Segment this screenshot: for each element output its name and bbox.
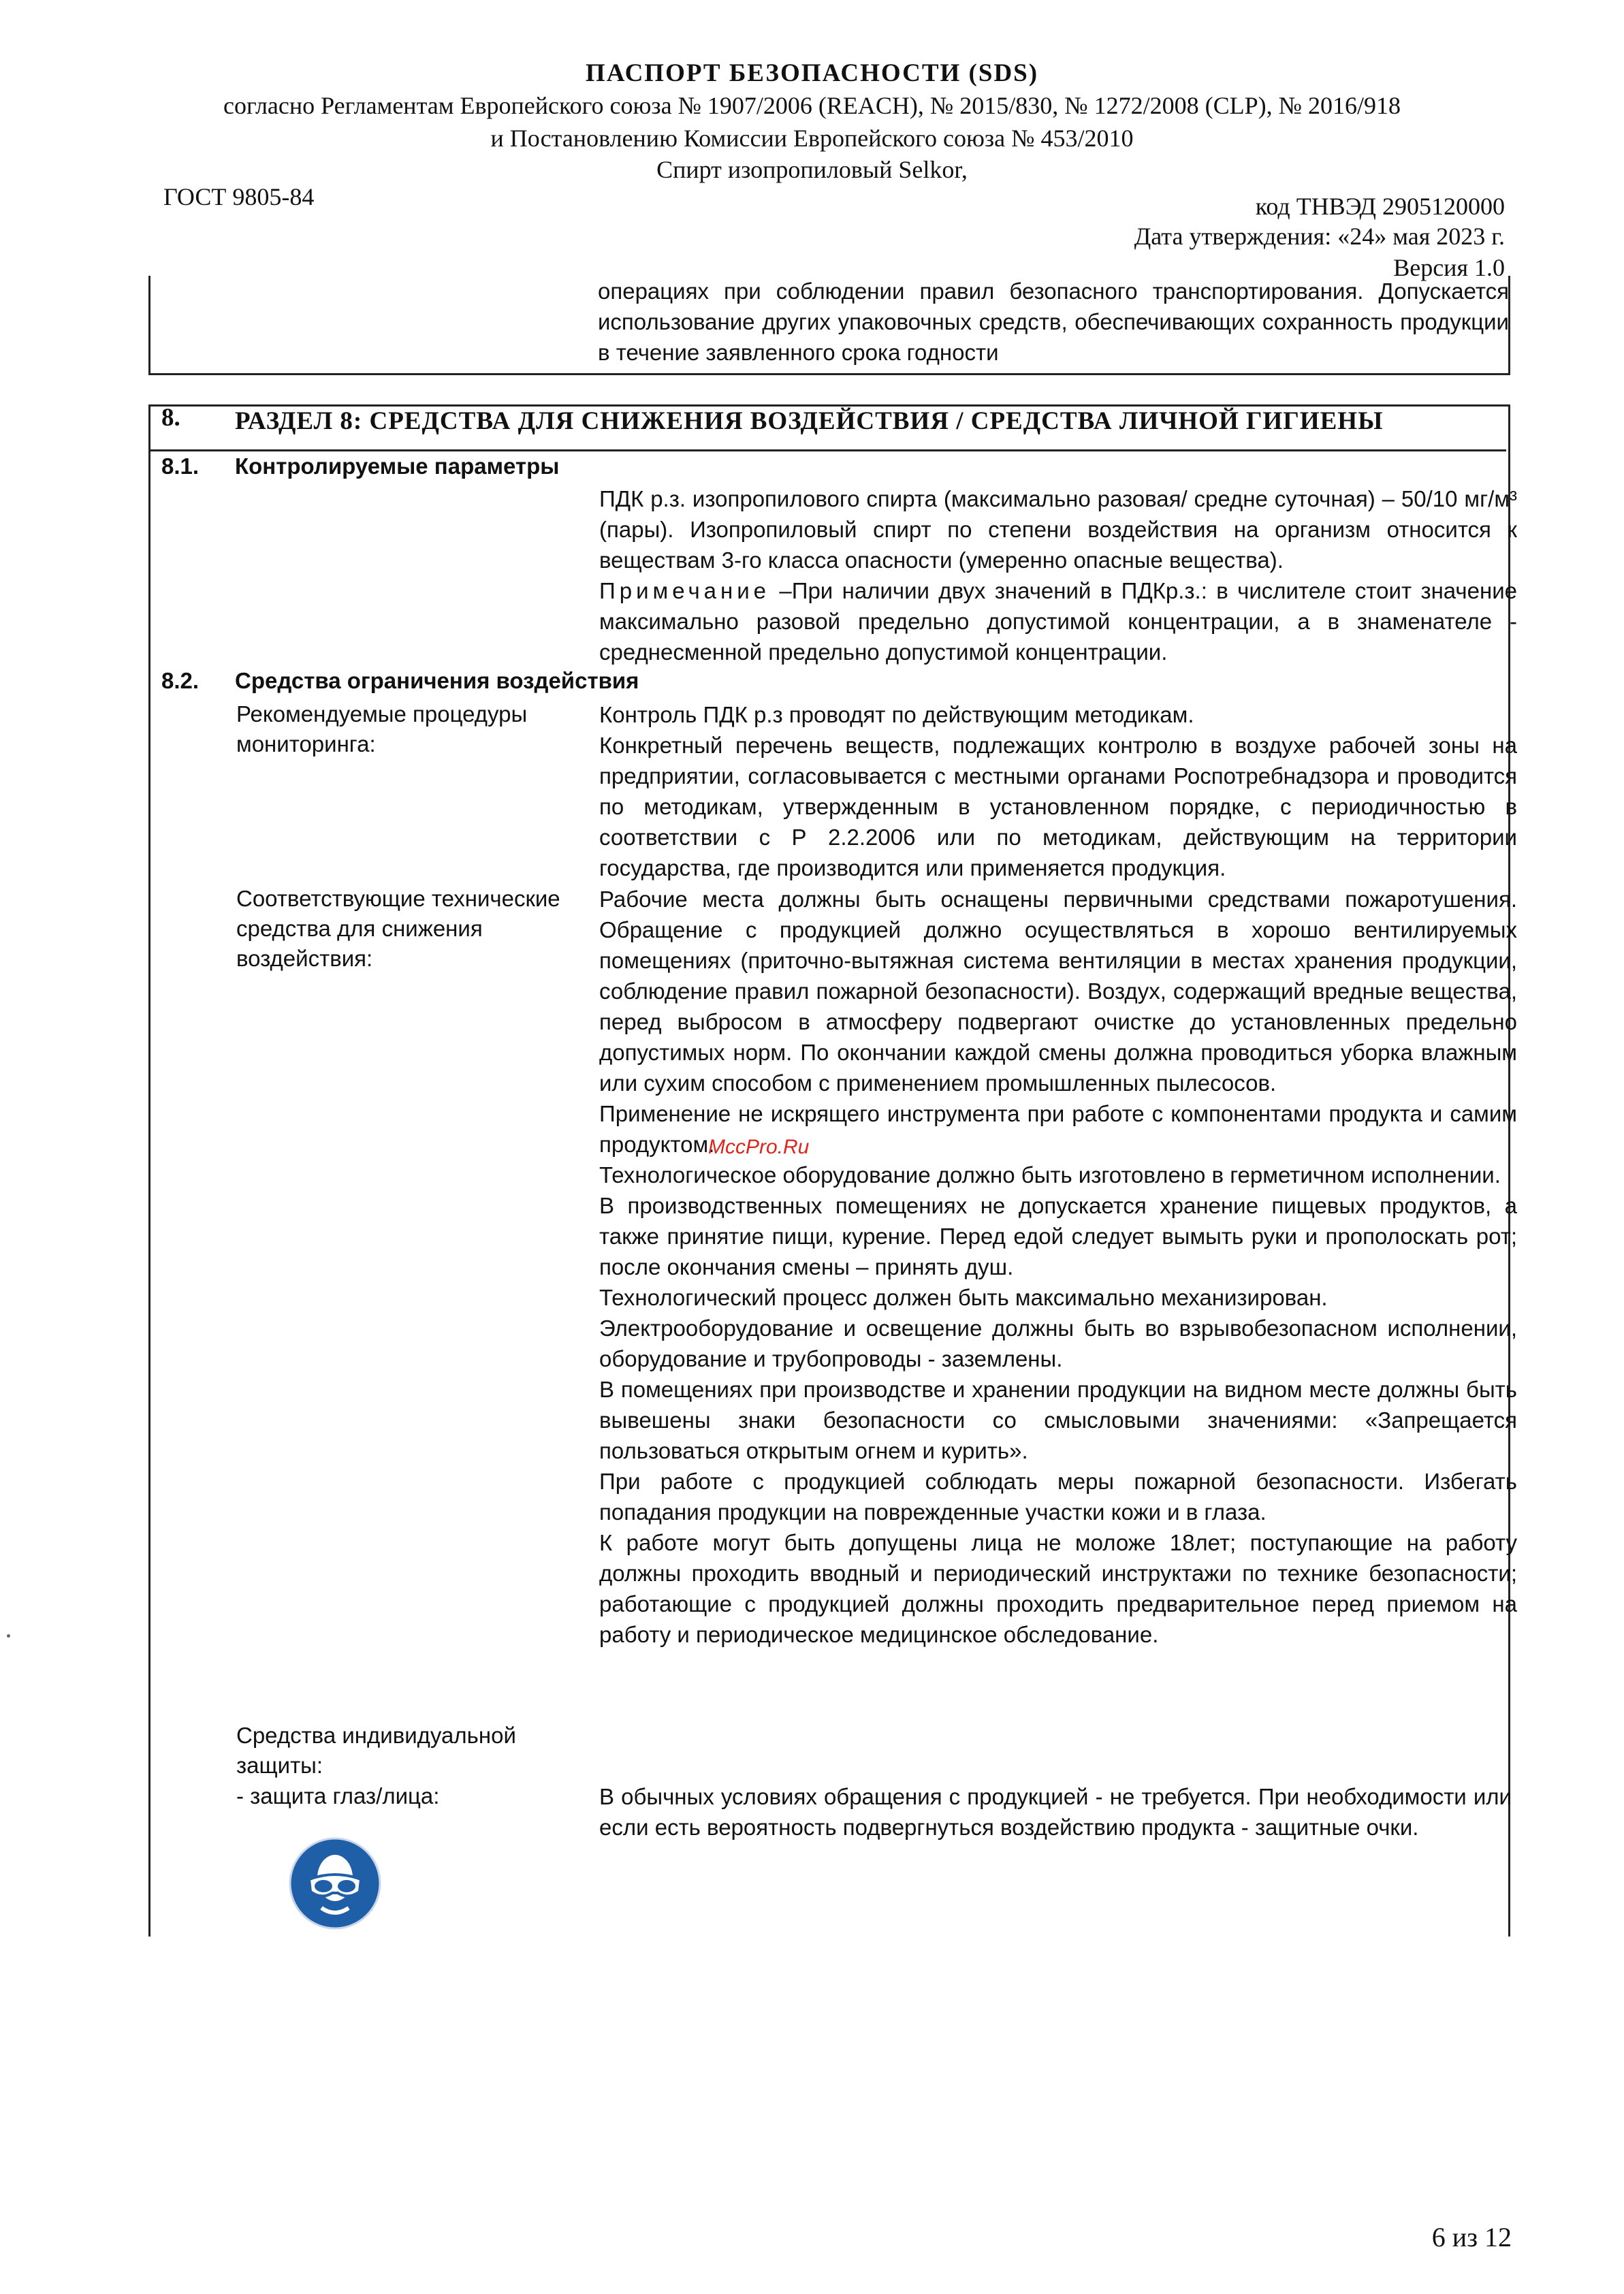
subsection-8-1-title: Контролируемые параметры (235, 453, 560, 479)
ppe-label: Средства индивидуальной защиты: (236, 1723, 516, 1778)
technical-paragraph-3: Технологическое оборудование должно быть изготовлено в герметичном исполнении. (599, 1162, 1501, 1188)
gost-standard: ГОСТ 9805-84 (163, 183, 315, 210)
section-title: РАЗДЕЛ 8: СРЕДСТВА ДЛЯ СНИЖЕНИЯ ВОЗДЕЙСТВИЯ / СРЕДСТВА ЛИЧНОЙ ГИГИЕНЫ (235, 407, 1384, 435)
eye-protection-body (599, 1781, 1512, 1843)
eye-protection-text: В обычных условиях обращения с продукцией - не требуется. При необходимости или если есть вероятность подвергнуться воздействию продукта - защитные очки. (599, 1784, 1512, 1840)
monitoring-body (599, 699, 1517, 883)
tnved-code: код ТНВЭД 2905120000 (1255, 193, 1505, 220)
subsection-8-2-title: Средства ограничения воздействия (235, 668, 639, 693)
note-paragraph (599, 575, 1517, 667)
note-text: –При наличии двух значений в ПДКр.з.: в числителе стоит значение максимально разовой предельно допустимой концентрации, а в знаменателе - среднесменной предельно допустимой концентрации. (599, 578, 1517, 665)
technical-measures-body (599, 884, 1517, 1650)
watermark: MccPro.Ru (708, 1136, 810, 1158)
monitoring-paragraph-1: Контроль ПДК р.з проводят по действующим методикам. (599, 702, 1194, 727)
subsection-8-1-number: 8.1. (161, 453, 200, 479)
product-name: Спирт изопропиловый Selkor, (656, 156, 968, 183)
section-number: 8. (161, 404, 180, 432)
previous-section-text: операциях при соблюдении правил безопасного транспортирования. Допускается использование других упаковочных средств, обеспечивающих сохранность продукции в течение заявленного срока годности (598, 278, 1509, 365)
monitoring-label: Рекомендуемые процедуры мониторинга: (236, 701, 528, 756)
technical-paragraph-7: В помещениях при производстве и хранении продукции на видном месте должны быть вывешены знаки безопасности со смысловыми значениями: «Запрещается пользоваться открытым огнем и курить». (599, 1377, 1517, 1463)
document-title: ПАСПОРТ БЕЗОПАСНОСТИ (SDS) (585, 59, 1039, 87)
scan-speck (7, 1634, 10, 1638)
page-number: 6 из 12 (1431, 2222, 1512, 2252)
technical-paragraph-4: В производственных помещениях не допускается хранение пищевых продуктов, а также принятие пищи, курение. Перед едой следует вымыть руки и прополоскать рот; после окончания смены – принять душ. (599, 1193, 1517, 1279)
technical-paragraph-8: При работе с продукцией соблюдать меры пожарной безопасности. Избегать попадания продукции на поврежденные участки кожи и в глаза. (599, 1469, 1517, 1525)
subsection-8-2-number: 8.2. (161, 668, 200, 693)
technical-paragraph-9: К работе могут быть допущены лица не моложе 18лет; поступающие на работу должны проходить вводный и периодический инструктажи по технике безопасности; работающие с продукцией должны проходить предварительное перед приемом на работу и периодическое медицинское обследование. (599, 1530, 1517, 1647)
technical-paragraph-5: Технологический процесс должен быть максимально механизирован. (599, 1285, 1328, 1310)
technical-measures-label: Соответствующие технические средства для снижения воздействия: (236, 886, 560, 971)
technical-paragraph-6: Электрооборудование и освещение должны быть во взрывобезопасном исполнении, оборудование и трубопроводы - заземлены. (599, 1316, 1517, 1371)
monitoring-paragraph-2: Конкретный перечень веществ, подлежащих контролю в воздухе рабочей зоны на предприятии, согласовывается с местными органами Роспотребнадзора и проводится по методикам, утвержденным в установленном порядке, с периодичностью в соответствии с Р 2.2.2006 или по методикам, действующим на территории государства, где производится или применяется продукция. (599, 733, 1517, 880)
technical-paragraph-1: Рабочие места должны быть оснащены первичными средствами пожаротушения. Обращение с продукцией должно осуществляться в хорошо вентилируемых помещениях (приточно-вытяжная система вентиляции в местах хранения продукции, соблюдение правил пожарной безопасности). Воздух, содержащий вредные вещества, перед выбросом в атмосферу подвергают очистке до установленных предельно допустимых норм. По окончании каждой смены должна проводиться уборка влажным или сухим способом с применением промышленных пылесосов. (599, 887, 1517, 1096)
approval-date: Дата утверждения: «24» мая 2023 г. (1134, 223, 1505, 250)
version: Версия 1.0 (1393, 254, 1505, 281)
subsection-8-1-body (599, 483, 1517, 667)
regulation-line-2: и Постановлению Комиссии Европейского союза № 453/2010 (490, 125, 1134, 152)
regulation-line: согласно Регламентам Европейского союза № 1907/2006 (REACH), № 2015/830, № 1272/2008 (CLP), № 2016/918 (223, 92, 1401, 119)
technical-paragraph-2: Применение не искрящего инструмента при работе с компонентами продукта и самим продуктом. (599, 1101, 1517, 1157)
note-label: Примечание (599, 578, 771, 603)
safety-goggles-icon (289, 1837, 381, 1930)
eye-protection-label: - защита глаз/лица: (236, 1783, 440, 1809)
exposure-limit-text: ПДК р.з. изопропилового спирта (максимально разовая/ средне суточная) – 50/10 мг/м³ (пары). Изопропиловый спирт по степени воздействия на организм относится к веществам 3-го класса опасности (умеренно опасные вещества). (599, 486, 1517, 573)
